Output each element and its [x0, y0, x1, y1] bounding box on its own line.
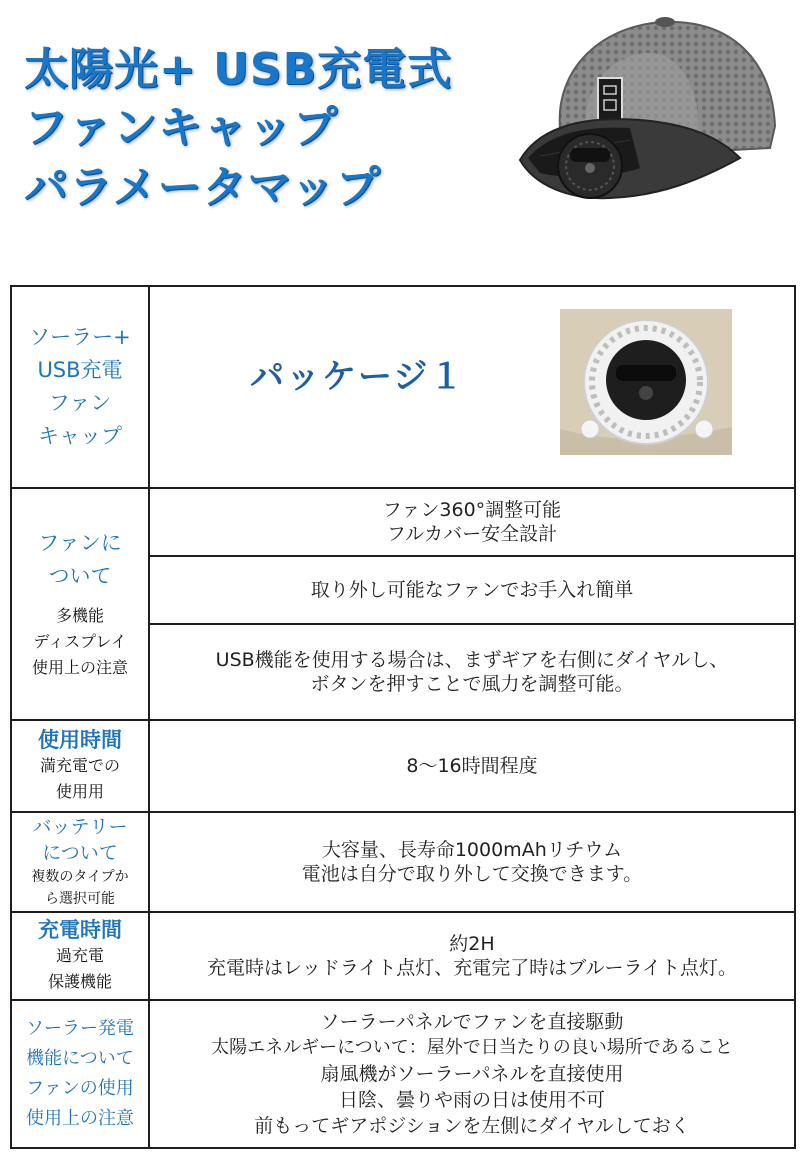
package-label-line-1: ソーラー+ [29, 325, 131, 349]
battery-line-2: 電池は自分で取り外して交換できます。 [301, 863, 643, 885]
fan-label-cell [11, 488, 149, 720]
fan-row-3-line-1: USB機能を使用する場合は、まずギアを右側にダイヤルし、 [215, 649, 729, 671]
charge-time-line-1: 約2H [449, 933, 495, 955]
spec-table [10, 285, 796, 1149]
fan-row-3 [149, 624, 795, 720]
solar-value [149, 1000, 795, 1148]
fan-sublabel-line-2: ディスプレイ [33, 632, 127, 651]
solar-label-line-1: ソーラー発電 [26, 1018, 134, 1039]
fan-sublabel-line-3: 使用上の注意 [31, 658, 128, 677]
fan-row-3-line-2: ボタンを押すことで風力を調整可能。 [310, 673, 634, 695]
solar-label-line-3: ファンの使用 [26, 1078, 134, 1099]
solar-line-4: 日陰、曇りや雨の日は使用不可 [338, 1089, 605, 1111]
usage-time-title: 使用時間 [38, 728, 122, 752]
title-line-1: 太陽光+ USB充電式 [24, 44, 453, 95]
fan-cap-image [500, 8, 790, 208]
fan-row-1 [149, 488, 795, 556]
charge-time-title: 充電時間 [38, 918, 122, 942]
package-label-line-3: ファン [48, 391, 112, 415]
fan-row-1-line-1: ファン360°調整可能 [382, 499, 562, 521]
charge-time-line-2: 充電時はレッドライト点灯、充電完了時はブルーライト点灯。 [207, 957, 737, 979]
battery-sub-2: ら選択可能 [45, 891, 115, 907]
usage-time-sub-1: 満充電での [39, 756, 120, 775]
header [0, 0, 800, 270]
fan-label-line-1: ファンに [38, 531, 122, 555]
fan-sublabel-line-1: 多機能 [55, 606, 104, 625]
package-label-line-2: USB充電 [37, 358, 123, 382]
fan-row-2-line-1: 取り外し可能なファンでお手入れ簡単 [310, 579, 634, 601]
charge-time-sub-1: 過充電 [55, 946, 104, 965]
fan-row-1-line-2: フルカバー安全設計 [386, 523, 558, 545]
package-label-line-4: キャップ [38, 424, 122, 448]
usage-time-sub-2: 使用用 [55, 782, 104, 801]
usage-time-label-cell [11, 720, 149, 812]
battery-value [149, 812, 795, 912]
battery-label-line-1: バッテリー [32, 816, 128, 838]
solar-line-2: 太陽エネルギーについて：屋外で日当たりの良い場所であること [211, 1037, 733, 1058]
battery-line-1: 大容量、長寿命1000mAhリチウム [321, 839, 623, 861]
solar-line-5: 前もってギアポジションを左側にダイヤルしておく [254, 1115, 690, 1137]
solar-line-3: 扇風機がソーラーパネルを直接使用 [320, 1063, 624, 1085]
fan-unit-image [560, 309, 732, 455]
title-line-3: パラメータマップ [24, 162, 381, 213]
package-text: パッケージ１ [250, 357, 466, 397]
fan-row-2 [149, 556, 795, 624]
title-line-2: ファンキャップ [24, 102, 339, 153]
battery-sub-1: 複数のタイプか [31, 869, 129, 885]
battery-label-cell [11, 812, 149, 912]
package-cell-inner [150, 287, 794, 487]
solar-line-1: ソーラーパネルでファンを直接駆動 [320, 1011, 624, 1033]
charge-time-sub-2: 保護機能 [47, 972, 112, 991]
battery-label-line-2: について [42, 842, 118, 864]
usage-time-value: 8～16時間程度 [149, 720, 795, 812]
package-label-cell [11, 286, 149, 488]
fan-label-line-2: ついて [48, 564, 112, 588]
package-value-cell [149, 286, 795, 488]
charge-time-value [149, 912, 795, 1000]
charge-time-label-cell [11, 912, 149, 1000]
solar-label-cell [11, 1000, 149, 1148]
solar-label-line-2: 機能について [26, 1048, 134, 1069]
solar-label-line-4: 使用上の注意 [26, 1108, 134, 1129]
